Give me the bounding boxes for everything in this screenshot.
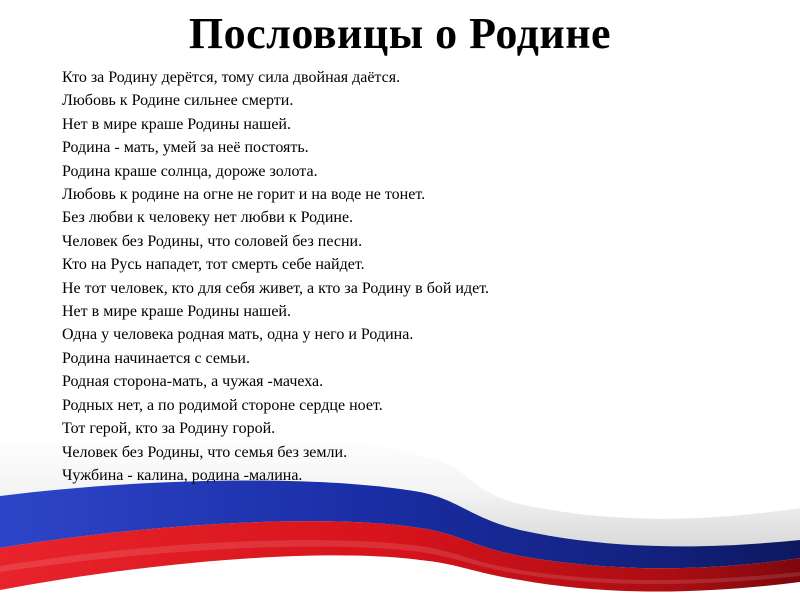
list-item: Человек без Родины, что соловей без песни. [62,232,363,250]
list-item: Родная сторона-мать, а чужая -мачеха. [62,373,324,391]
list-item: Одна у человека родная мать, одна у него и Родина. [62,326,414,344]
list-item: Любовь к родине на огне не горит и на воде не тонет. [62,186,426,204]
list-item: Кто за Родину дерётся, тому сила двойная даётся. [62,69,401,86]
list-item: Родных нет, а по родимой стороне сердце ноет. [62,396,383,414]
page-title: Пословицы о Родине [188,9,612,58]
list-item: Тот герой, кто за Родину горой. [62,420,276,438]
list-item: Чужбина - калина, родина -малина. [62,466,303,484]
list-item: Любовь к Родине сильнее смерти. [62,92,294,110]
list-item: Кто на Русь нападет, тот смерть себе найдет. [62,256,365,274]
list-item: Родина краше солнца, дороже золота. [62,162,318,180]
list-item: Без любви к человеку нет любви к Родине. [62,209,354,227]
list-item: Человек без Родины, что семья без земли. [62,443,348,461]
list-item: Нет в мире краше Родины нашей. [62,115,291,133]
proverb-list [62,66,762,487]
list-item: Нет в мире краше Родины нашей. [62,303,291,321]
list-item: Родина начинается с семьи. [62,349,250,367]
list-item: Не тот человек, кто для себя живет, а кто за Родину в бой идет. [62,279,490,297]
list-item: Родина - мать, умей за неё постоять. [62,139,309,157]
